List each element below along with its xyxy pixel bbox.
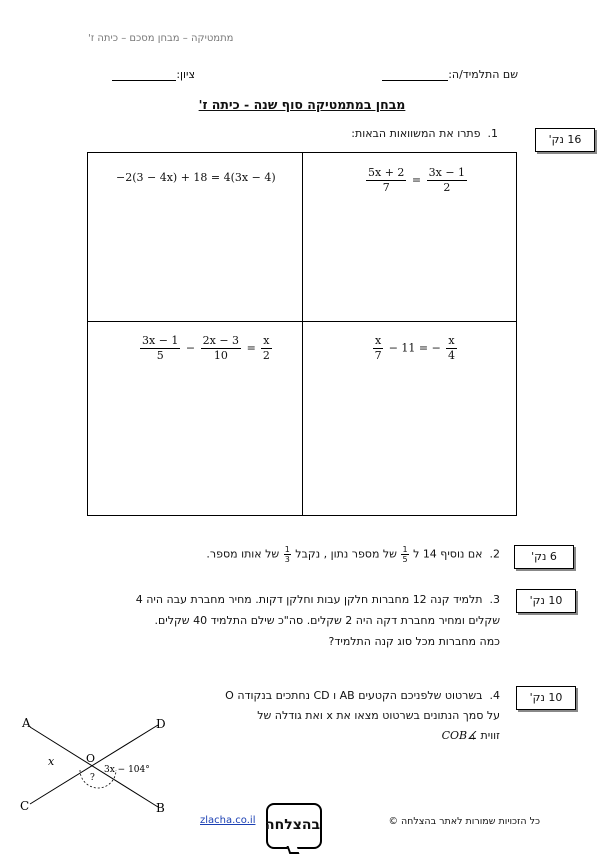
label-O: O xyxy=(86,752,96,765)
grid-divider-vertical xyxy=(302,153,303,515)
equation-top-right: $\frac{5x + 2}{7}$ = $\frac{3x - 1}{2}$ xyxy=(368,166,466,194)
fraction: $\frac{3x - 1}{5}$ xyxy=(142,334,179,362)
equation-bottom-left: $\frac{3x - 1}{5}$ − $\frac{2x - 3}{10}$ = $\frac{x}{2}$ xyxy=(142,334,270,362)
q3-text: 3. תלמיד קנה 12 מחברות חלקן עבות וחלקן דקות. מחיר מחברת עבה היה 4 שקלים ומחיר מחברת דקה היה 2 שקלים. סה"כ שילם התלמיד 40 שקלים. כמה מחברות מכל סוג קנה התלמיד? xyxy=(135,593,500,648)
label-question-mark: ? xyxy=(90,773,95,783)
header-subject-line: מתמטיקה – מבחן מסכם – כיתה ז' xyxy=(88,33,234,44)
label-A: A xyxy=(22,716,31,730)
label-C: C xyxy=(20,799,30,812)
copyright-text: כל הזכויות שמורות לאתר בהצלחה © xyxy=(388,816,540,827)
fraction: $\frac{x}{4}$ xyxy=(447,334,455,362)
fraction: $\frac{1}{3}$ xyxy=(284,545,290,564)
fraction: $\frac{x}{7}$ xyxy=(374,334,382,362)
fraction: $\frac{5x + 2}{7}$ xyxy=(368,166,405,194)
equation-top-left xyxy=(116,171,276,184)
student-name-label: שם התלמיד/ה: xyxy=(448,68,518,81)
equation-bottom-right: $\frac{x}{7}$ − 11 = − $\frac{x}{4}$ xyxy=(374,334,455,362)
q2-text: 2. אם נוסיף 14 ל $\frac{1}{5}$ של מספר נתון , נקבל $\frac{1}{3}$ של אותו מספר. xyxy=(206,545,500,564)
equations-grid xyxy=(87,152,517,516)
grade-blank[interactable] xyxy=(112,69,176,81)
q4-number: 4. xyxy=(489,689,500,702)
q1-prompt: פתרו את המשוואות הבאות: xyxy=(351,127,481,140)
q2-points-box: 6 נק' xyxy=(514,545,574,569)
q3-number: 3. xyxy=(489,593,500,606)
q2-number: 2. xyxy=(489,547,500,561)
label-x: x xyxy=(48,755,55,768)
intersecting-lines-diagram xyxy=(18,712,178,812)
label-D: D xyxy=(156,717,166,731)
q1-points-box: 16 נק' xyxy=(535,128,595,152)
logo-text: בהצלחה xyxy=(264,817,320,833)
fraction: $\frac{1}{5}$ xyxy=(402,545,408,564)
eq-top-left-text: −2(3 − 4x) + 18 = 4(3x − 4) xyxy=(116,171,276,184)
fraction: $\frac{x}{2}$ xyxy=(262,334,270,362)
grid-divider-horizontal xyxy=(88,321,516,322)
site-link[interactable]: zlacha.co.il xyxy=(200,815,256,826)
page-title: מבחן במתמטיקה סוף שנה - כיתה ז' xyxy=(198,97,406,112)
q4-points-box: 10 נק' xyxy=(516,686,576,710)
q1-text xyxy=(300,127,498,140)
student-name-blank[interactable] xyxy=(382,69,448,81)
label-angle-expression: 3x − 104° xyxy=(104,765,150,775)
student-name-field xyxy=(376,68,518,81)
q3-points-box: 10 נק' xyxy=(516,589,576,613)
q1-number: 1. xyxy=(487,127,498,140)
grade-field xyxy=(105,68,195,81)
fraction: $\frac{2x - 3}{10}$ xyxy=(202,334,240,362)
q4-text: 4. בשרטוט שלפניכם הקטעים AB ו CD נחתכים בנקודה O על סמך הנתונים בשרטוט מצאו את x ואת גודלה של זווית ∡COB xyxy=(225,689,500,742)
brand-logo xyxy=(266,803,322,849)
fraction: $\frac{3x - 1}{2}$ xyxy=(428,166,466,194)
label-B: B xyxy=(156,801,165,812)
grade-label: ציון: xyxy=(176,68,195,81)
